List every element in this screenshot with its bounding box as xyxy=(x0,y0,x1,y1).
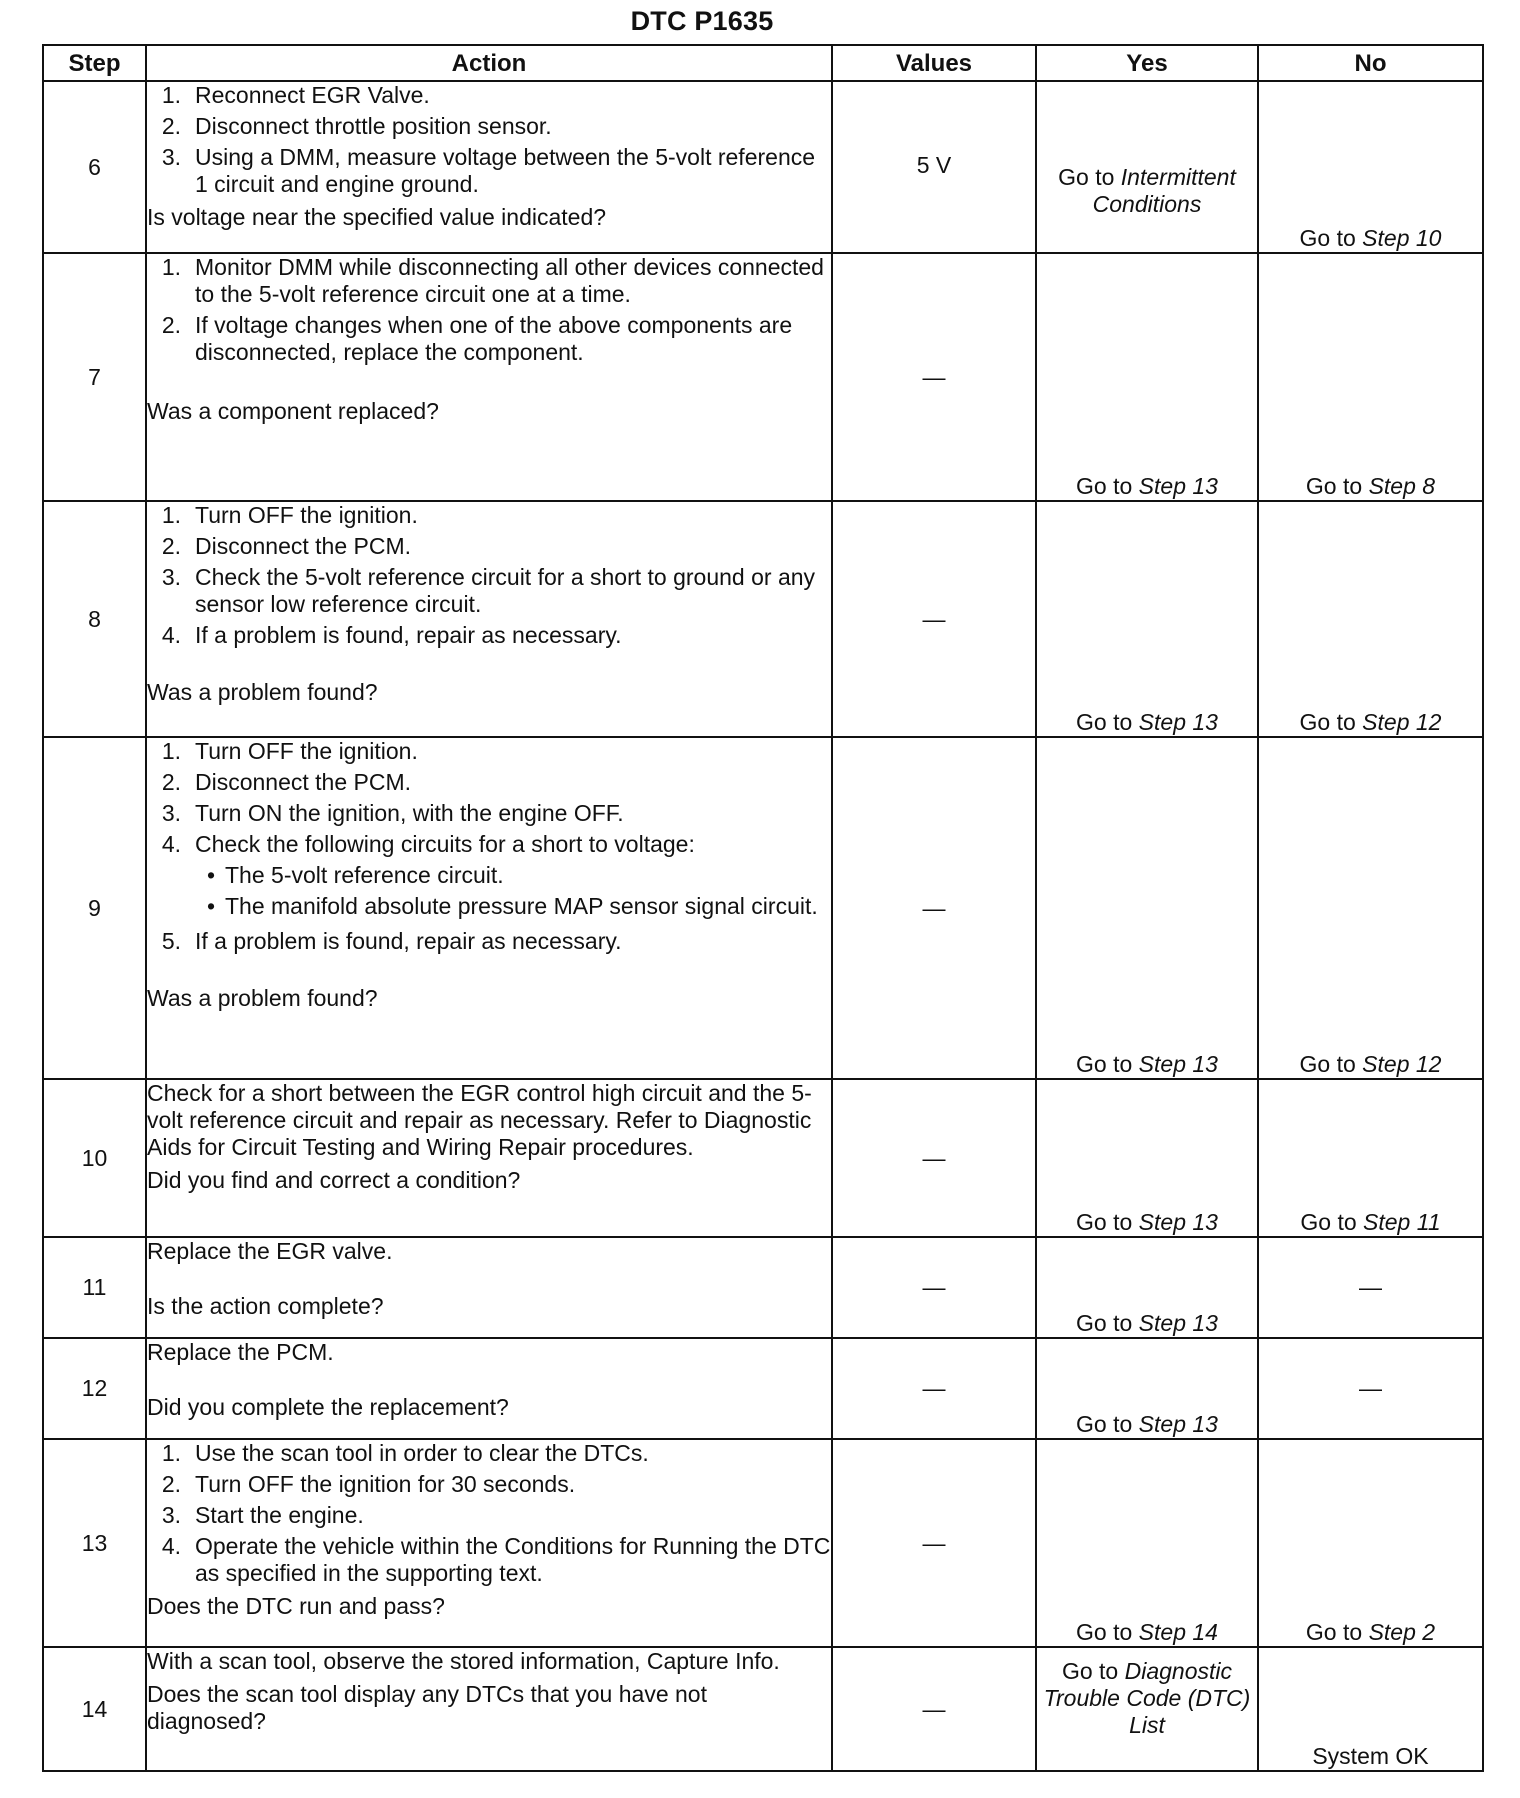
table-header-row xyxy=(43,45,1483,81)
action-question: Is the action complete? xyxy=(147,1293,384,1319)
action-question: Was a problem found? xyxy=(147,679,378,705)
action-question: Did you complete the replacement? xyxy=(147,1394,509,1420)
yes-cell: Go to Step 13 xyxy=(1036,1237,1258,1338)
bullet-item: • The 5-volt reference circuit. xyxy=(207,862,504,888)
list-item: 1. Monitor DMM while disconnecting all other devices connected to the 5-volt reference circuit one at a time. xyxy=(161,254,824,307)
action-question: Was a problem found? xyxy=(147,985,378,1011)
list-item: 1. Turn OFF the ignition. xyxy=(161,502,418,528)
action-text: With a scan tool, observe the stored information, Capture Info. xyxy=(147,1648,780,1674)
action-cell xyxy=(146,737,832,1079)
action-list xyxy=(147,254,831,366)
yes-cell: Go to Step 13 xyxy=(1036,1079,1258,1237)
step-number: 14 xyxy=(43,1647,146,1771)
action-text: Check for a short between the EGR control high circuit and the 5-volt reference circuit and repair as necessary. Refer to Diagnostic Aids for Circuit Testing and Wiring Repair procedures. xyxy=(147,1080,812,1160)
header-action: Action xyxy=(146,45,832,81)
header-values: Values xyxy=(832,45,1036,81)
yes-cell: Go to Step 13 xyxy=(1036,737,1258,1079)
yes-cell: Go to Diagnostic Trouble Code (DTC) List xyxy=(1036,1647,1258,1771)
action-cell xyxy=(146,1079,832,1237)
action-cell xyxy=(146,253,832,501)
list-item: 1. Use the scan tool in order to clear the DTCs. xyxy=(161,1440,649,1466)
yes-cell: Go to Step 13 xyxy=(1036,1338,1258,1439)
no-cell: System OK xyxy=(1258,1647,1483,1771)
action-cell xyxy=(146,1237,832,1338)
no-cell: Go to Step 12 xyxy=(1258,737,1483,1079)
value-cell: 5 V xyxy=(832,81,1036,253)
value-cell: — xyxy=(832,253,1036,501)
action-question: Does the DTC run and pass? xyxy=(147,1593,445,1619)
bullet-item: • The manifold absolute pressure MAP sensor signal circuit. xyxy=(207,893,818,919)
bullet-list xyxy=(195,862,831,920)
yes-cell: Go to Step 14 xyxy=(1036,1439,1258,1647)
step-number: 11 xyxy=(43,1237,146,1338)
action-question: Is voltage near the specified value indicated? xyxy=(147,204,607,230)
no-cell: Go to Step 11 xyxy=(1258,1079,1483,1237)
no-cell: Go to Step 2 xyxy=(1258,1439,1483,1647)
action-question: Was a component replaced? xyxy=(147,398,439,424)
action-cell xyxy=(146,1338,832,1439)
list-item: 3. Check the 5-volt reference circuit for a short to ground or any sensor low reference circuit. xyxy=(161,564,816,617)
list-item: 3. Turn ON the ignition, with the engine OFF. xyxy=(161,800,624,826)
value-cell: — xyxy=(832,1237,1036,1338)
list-item: 5. If a problem is found, repair as necessary. xyxy=(161,928,622,954)
list-item: 4. Check the following circuits for a short to voltage: • The 5-volt reference circuit. • The manifold absolute pressure MAP sensor signal circuit. xyxy=(147,831,831,924)
value-cell: — xyxy=(832,1439,1036,1647)
value-cell: — xyxy=(832,501,1036,737)
action-text: Replace the EGR valve. xyxy=(147,1238,393,1264)
yes-cell: Go to Intermittent Conditions xyxy=(1036,81,1258,253)
value-cell: — xyxy=(832,1079,1036,1237)
action-question: Does the scan tool display any DTCs that you have not diagnosed? xyxy=(147,1681,707,1734)
page-title: DTC P1635 xyxy=(630,6,774,36)
action-cell xyxy=(146,501,832,737)
list-item: 1. Turn OFF the ignition. xyxy=(161,738,418,764)
table-row xyxy=(43,1338,1483,1439)
table-row xyxy=(43,501,1483,737)
list-item: 2. Disconnect throttle position sensor. xyxy=(161,113,552,139)
value-cell: — xyxy=(832,1338,1036,1439)
list-item: 2. Turn OFF the ignition for 30 seconds. xyxy=(161,1471,576,1497)
step-number: 6 xyxy=(43,81,146,253)
list-item: 2. Disconnect the PCM. xyxy=(161,533,412,559)
table-row xyxy=(43,1439,1483,1647)
header-yes: Yes xyxy=(1036,45,1258,81)
action-list xyxy=(147,502,831,649)
action-cell xyxy=(146,1439,832,1647)
table-row xyxy=(43,1647,1483,1771)
no-cell: Go to Step 8 xyxy=(1258,253,1483,501)
list-item: 4. If a problem is found, repair as necessary. xyxy=(161,622,622,648)
action-list xyxy=(147,738,831,955)
step-number: 10 xyxy=(43,1079,146,1237)
step-number: 8 xyxy=(43,501,146,737)
table-row xyxy=(43,1079,1483,1237)
value-cell: — xyxy=(832,737,1036,1079)
table-row xyxy=(43,253,1483,501)
dtc-table xyxy=(42,44,1484,1772)
yes-cell: Go to Step 13 xyxy=(1036,253,1258,501)
value-cell: — xyxy=(832,1647,1036,1771)
table-row xyxy=(43,81,1483,253)
list-item: 3. Start the engine. xyxy=(161,1502,364,1528)
header-step: Step xyxy=(43,45,146,81)
step-number: 9 xyxy=(43,737,146,1079)
list-item: 2. If voltage changes when one of the above components are disconnected, replace the component. xyxy=(161,312,793,365)
no-cell: — xyxy=(1258,1338,1483,1439)
no-cell: Go to Step 12 xyxy=(1258,501,1483,737)
action-cell xyxy=(146,1647,832,1771)
action-question: Did you find and correct a condition? xyxy=(147,1167,521,1193)
step-number: 7 xyxy=(43,253,146,501)
action-cell xyxy=(146,81,832,253)
header-no: No xyxy=(1258,45,1483,81)
list-item: 2. Disconnect the PCM. xyxy=(161,769,412,795)
list-item: 4. Operate the vehicle within the Conditions for Running the DTC as specified in the supporting text. xyxy=(161,1533,831,1586)
list-item: 1. Reconnect EGR Valve. xyxy=(161,82,430,108)
step-number: 12 xyxy=(43,1338,146,1439)
yes-cell: Go to Step 13 xyxy=(1036,501,1258,737)
action-list xyxy=(147,82,831,198)
no-cell: Go to Step 10 xyxy=(1258,81,1483,253)
action-list xyxy=(147,1440,831,1587)
list-item: 3. Using a DMM, measure voltage between the 5-volt reference 1 circuit and engine ground. xyxy=(161,144,816,197)
no-cell: — xyxy=(1258,1237,1483,1338)
action-text: Replace the PCM. xyxy=(147,1339,334,1365)
table-row xyxy=(43,737,1483,1079)
step-number: 13 xyxy=(43,1439,146,1647)
table-row xyxy=(43,1237,1483,1338)
